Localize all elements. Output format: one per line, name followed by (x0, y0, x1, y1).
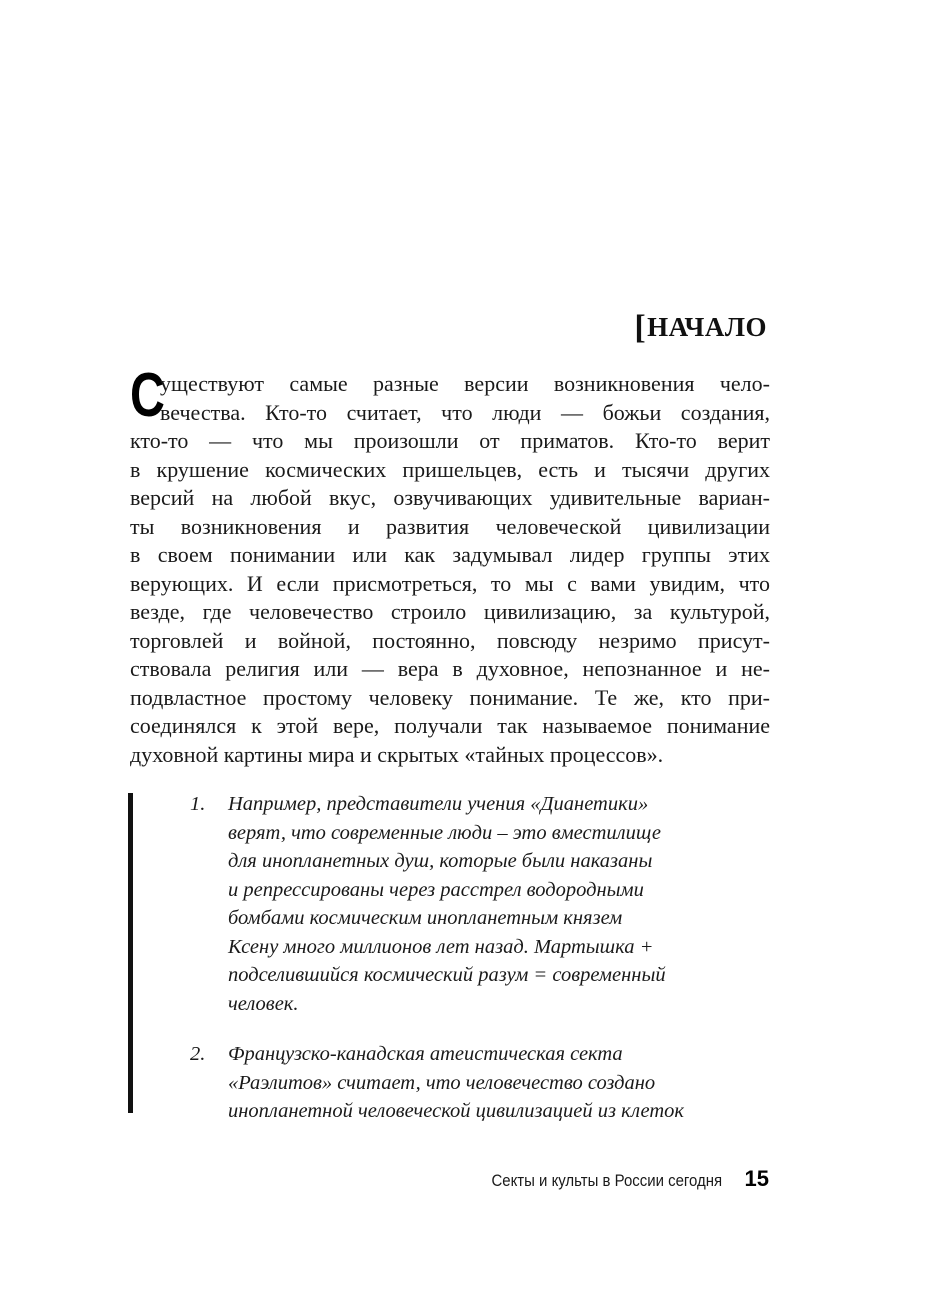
body-line: кто-то — что мы произошли от приматов. Кто-то верит (130, 428, 770, 453)
body-line: версий на любой вкус, озвучивающих удивительные вариан- (130, 485, 770, 510)
page-number: 15 (744, 1166, 769, 1191)
note-item (190, 1040, 770, 1126)
body-line: подвластное простому человеку понимание. Те же, кто при- (130, 684, 770, 710)
body-line: в крушение космических пришельцев, есть и тысячи других (130, 456, 770, 482)
note-line: подселившийся космический разум = современный (228, 964, 666, 986)
drop-cap: С (130, 361, 165, 430)
body-line: везде, где человечество строило цивилизацию, за культурой, (130, 599, 770, 624)
running-head: Секты и культы в России сегодня (491, 1171, 723, 1190)
note-line: для инопланетных душ, которые были наказаны (228, 850, 653, 872)
section-bracket: [ (634, 309, 647, 346)
body-line: вечества. Кто-то считает, что люди — божьи создания, (160, 399, 770, 425)
note-line: Французско-канадская атеистическая секта (228, 1043, 623, 1065)
note-number: 2. (190, 1043, 206, 1065)
body-paragraph (130, 361, 770, 769)
note-side-rule (128, 793, 133, 1113)
section-title: НАЧАЛО (647, 312, 767, 342)
body-line: уществуют самые разные версии возникновения чело- (160, 371, 770, 396)
body-line: духовной картины мира и скрытых «тайных процессов». (130, 741, 664, 767)
body-line: торговлей и войной, постоянно, повсюду незримо присут- (130, 627, 770, 653)
note-item (190, 790, 770, 1018)
page-footer (460, 1166, 769, 1192)
note-line: бомбами космическим инопланетным князем (228, 907, 623, 929)
notes-list (190, 790, 770, 1148)
note-line: инопланетной человеческой цивилизацией из клеток (228, 1100, 684, 1122)
note-number: 1. (190, 793, 206, 815)
note-line: «Раэлитов» считает, что человечество создано (228, 1071, 656, 1094)
note-line: человек. (228, 992, 299, 1015)
body-line: соединялся к этой вере, получали так называемое понимание (130, 713, 770, 738)
note-line: Например, представители учения «Дианетики» (228, 793, 649, 815)
note-line: верят, что современные люди – это вместилище (228, 821, 661, 844)
note-line: Ксену много миллионов лет назад. Мартышка + (228, 935, 654, 958)
note-line: и репрессированы через расстрел водородными (228, 878, 644, 901)
note-text (228, 1040, 770, 1126)
body-line: верующих. И если присмотреться, то мы с вами увидим, что (130, 570, 770, 596)
body-line: ты возникновения и развития человеческой цивилизации (130, 513, 770, 539)
body-line: в своем понимании или как задумывал лидер группы этих (130, 542, 770, 567)
section-heading (634, 309, 767, 347)
body-line: ствовала религия или — вера в духовное, непознанное и не- (130, 656, 770, 681)
note-text (228, 790, 770, 1018)
